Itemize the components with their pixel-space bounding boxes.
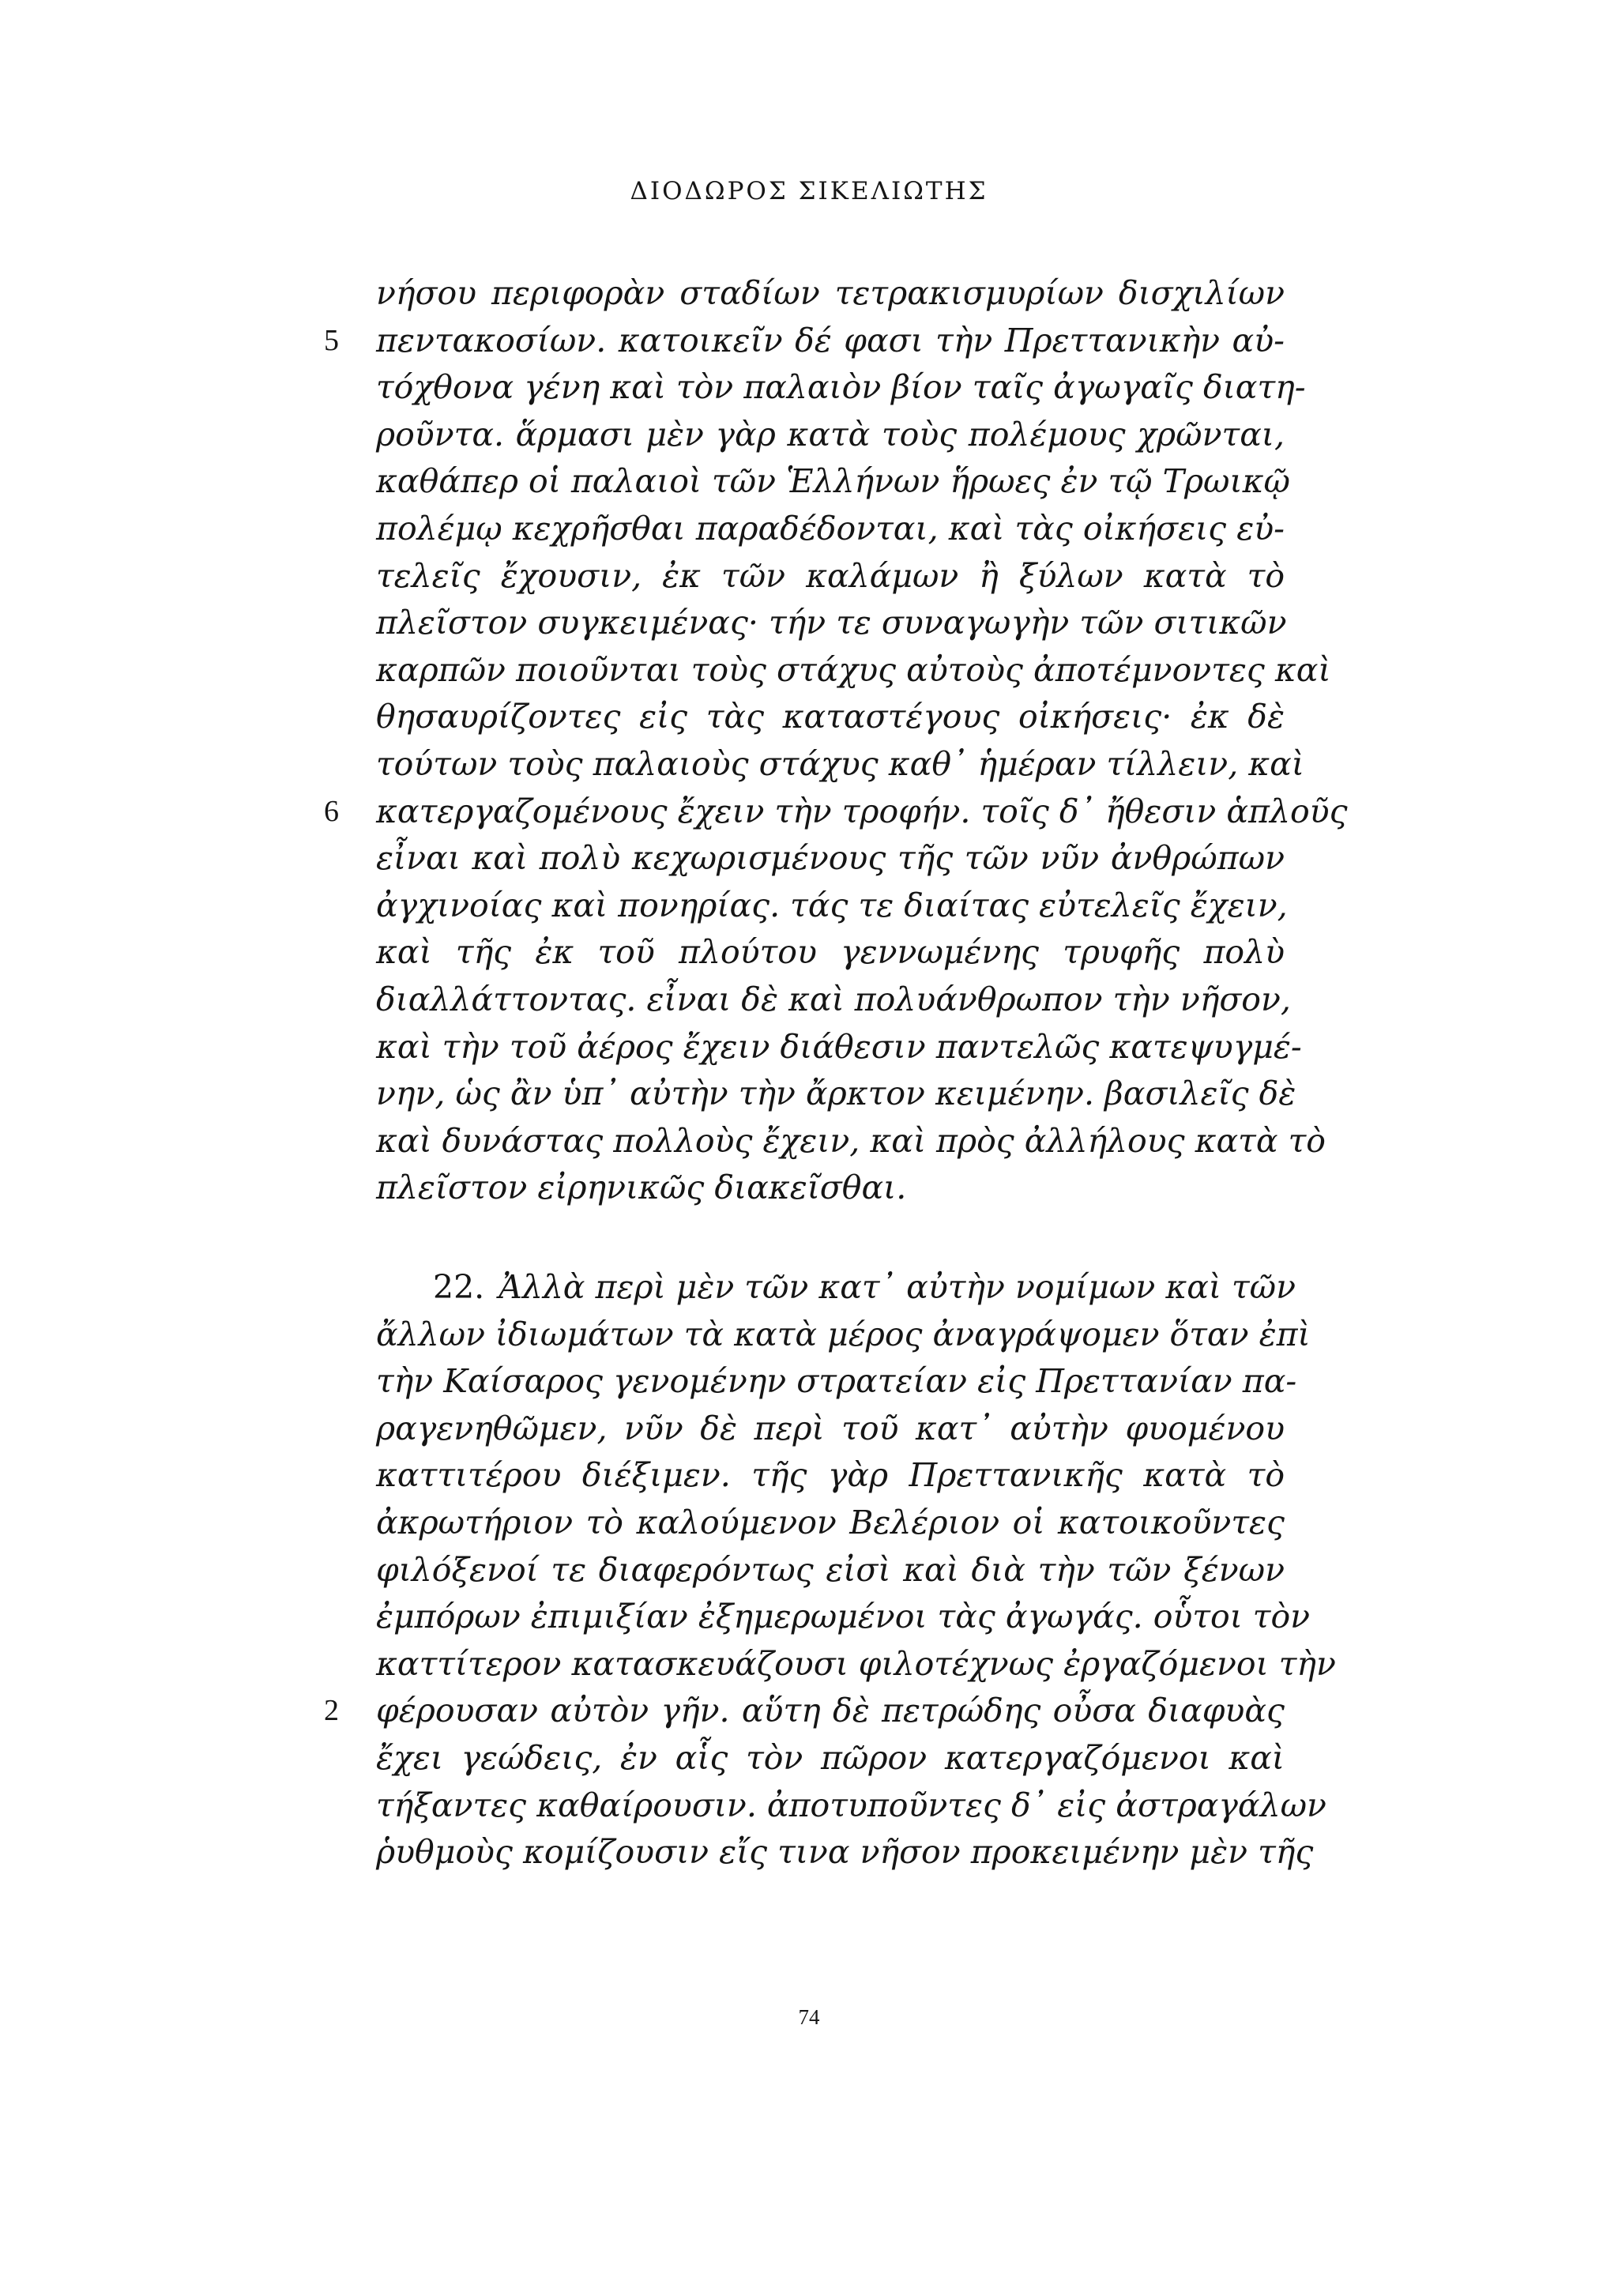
paragraph-22 <box>324 1264 1336 1876</box>
line-text: διαλλάττοντας. εἶναι δὲ καὶ πολυάνθρωπον τὴν νῆσον, <box>376 980 1291 1018</box>
text-line <box>376 364 1306 412</box>
text-line <box>376 883 1288 930</box>
text-line <box>376 1782 1326 1830</box>
line-text: ροῦντα. ἅρμασι μὲν γὰρ κατὰ τοὺς πολέμους χρῶνται, <box>376 415 1285 454</box>
margin-line-number: 5 <box>324 323 339 357</box>
line-text: Ἀλλὰ περὶ μὲν τῶν κατ᾽ αὐτὴν νομίμων καὶ τῶν <box>499 1268 1296 1306</box>
line-text: ῥυθμοὺς κομίζουσιν εἴς τινα νῆσον προκειμένην μὲν τῆς <box>376 1833 1314 1872</box>
line-text: τελεῖς ἔχουσιν, ἐκ τῶν καλάμων ἢ ξύλων κατὰ τὸ <box>376 556 1285 595</box>
text-line <box>324 1688 1285 1735</box>
text-line <box>376 1071 1296 1118</box>
line-text: ραγενηθῶμεν, νῦν δὲ περὶ τοῦ κατ᾽ αὐτὴν φυομένου <box>376 1409 1285 1447</box>
paragraph-21-continuation <box>324 270 1348 1212</box>
text-line <box>376 553 1285 600</box>
line-text: νήσου περιφορὰν σταδίων τετρακισμυρίων δισχιλίων <box>376 274 1285 312</box>
line-text: καθάπερ οἱ παλαιοὶ τῶν Ἑλλήνων ἥρωες ἐν τῷ Τρωικῷ <box>376 462 1290 501</box>
line-text: πολέμῳ κεχρῆσθαι παραδέδονται, καὶ τὰς οἰκήσεις εὐ- <box>376 509 1285 548</box>
line-text: ἔχει γεώδεις, ἐν αἷς τὸν πῶρον κατεργαζόμενοι καὶ <box>376 1738 1285 1777</box>
margin-line-number: 2 <box>324 1694 339 1728</box>
line-text: καρπῶν ποιοῦνται τοὺς στάχυς αὐτοὺς ἀποτέμνοντες καὶ <box>376 650 1331 689</box>
line-text: ἀγχινοίας καὶ πονηρίας. τάς τε διαίτας εὐτελεῖς ἔχειν, <box>376 886 1288 924</box>
text-line <box>376 647 1331 694</box>
line-text: πλεῖστον εἰρηνικῶς διακεῖσθαι. <box>376 1169 907 1207</box>
line-text: πεντακοσίων. κατοικεῖν δέ φασι τὴν Πρεττανικὴν αὐ- <box>376 321 1285 359</box>
line-text: φιλόξενοί τε διαφερόντως εἰσὶ καὶ διὰ τὴν τῶν ξένων <box>376 1550 1285 1589</box>
text-line <box>376 929 1285 977</box>
line-text: τήξαντες καθαίρουσιν. ἀποτυποῦντες δ᾽ εἰς ἀστραγάλων <box>376 1786 1326 1824</box>
text-line <box>376 412 1285 459</box>
line-text: καὶ τῆς ἐκ τοῦ πλούτου γεννωμένης τρυφῆς πολὺ <box>376 933 1285 972</box>
line-text: καὶ τὴν τοῦ ἀέρος ἔχειν διάθεσιν παντελῶς κατεψυγμέ- <box>376 1027 1302 1066</box>
line-text: πλεῖστον συγκειμένας· τήν τε συναγωγὴν τῶν σιτικῶν <box>376 604 1287 642</box>
line-text: θησαυρίζοντες εἰς τὰς καταστέγους οἰκήσεις· ἐκ δὲ <box>376 698 1285 736</box>
text-line <box>376 1358 1297 1406</box>
line-text: φέρουσαν αὐτὸν γῆν. αὕτη δὲ πετρώδης οὖσα διαφυὰς <box>376 1692 1285 1730</box>
line-text: νην, ὡς ἂν ὑπ᾽ αὐτὴν τὴν ἄρκτον κειμένην. βασιλεῖς δὲ <box>376 1075 1296 1113</box>
text-line <box>376 1547 1285 1594</box>
text-line <box>376 1500 1285 1547</box>
line-text: κατεργαζομένους ἔχειν τὴν τροφήν. τοῖς δ᾽ ἤθεσιν ἁπλοῦς <box>376 792 1348 830</box>
line-text: ἐμπόρων ἐπιμιξίαν ἐξημερωμένοι τὰς ἀγωγάς. οὗτοι τὸν <box>376 1598 1311 1636</box>
line-text: τὴν Καίσαρος γενομένην στρατείαν εἰς Πρεττανίαν πα- <box>376 1362 1297 1401</box>
text-line <box>376 1406 1285 1453</box>
line-text: ἀκρωτήριον τὸ καλούμενον Βελέριον οἱ κατοικοῦντες <box>376 1503 1285 1541</box>
text-line <box>376 1594 1311 1641</box>
text-line <box>376 977 1291 1024</box>
text-line <box>376 1312 1311 1359</box>
text-line <box>376 1641 1336 1688</box>
text-line <box>376 458 1290 506</box>
running-head: ΔΙΟΔΩΡΟΣ ΣΙΚΕΛΙΩΤΗΣ <box>630 177 988 205</box>
text-line <box>376 600 1285 647</box>
line-text: ἄλλων ἰδιωμάτων τὰ κατὰ μέρος ἀναγράψομεν ὅταν ἐπὶ <box>376 1315 1311 1353</box>
text-line <box>376 1024 1302 1071</box>
text-line <box>376 1735 1285 1782</box>
line-text: τούτων τοὺς παλαιοὺς στάχυς καθ᾽ ἡμέραν τίλλειν, καὶ <box>376 744 1304 783</box>
text-line <box>376 741 1304 789</box>
margin-line-number: 6 <box>324 794 339 828</box>
section-number: 22. <box>433 1268 485 1306</box>
text-line <box>376 1264 1296 1312</box>
text-line <box>376 1118 1326 1165</box>
text-line <box>376 694 1285 741</box>
page-number: 74 <box>798 2005 820 2029</box>
line-text: καὶ δυνάστας πολλοὺς ἔχειν, καὶ πρὸς ἀλλήλους κατὰ τὸ <box>376 1121 1326 1160</box>
text-line <box>376 1452 1285 1500</box>
text-line <box>376 1829 1314 1876</box>
text-line <box>324 789 1348 836</box>
line-text: εἶναι καὶ πολὺ κεχωρισμένους τῆς τῶν νῦν ἀνθρώπων <box>376 839 1285 878</box>
text-line <box>376 1165 1285 1212</box>
line-text: καττίτερον κατασκευάζουσι φιλοτέχνως ἐργαζόμενοι τὴν <box>376 1644 1336 1683</box>
text-line <box>376 270 1285 318</box>
text-line <box>376 506 1285 553</box>
text-line <box>376 835 1285 883</box>
line-text: τόχθονα γένη καὶ τὸν παλαιὸν βίον ταῖς ἀγωγαῖς διατη- <box>376 368 1306 407</box>
text-line <box>324 318 1285 365</box>
line-text: καττιτέρου διέξιμεν. τῆς γὰρ Πρεττανικῆς κατὰ τὸ <box>376 1456 1285 1495</box>
